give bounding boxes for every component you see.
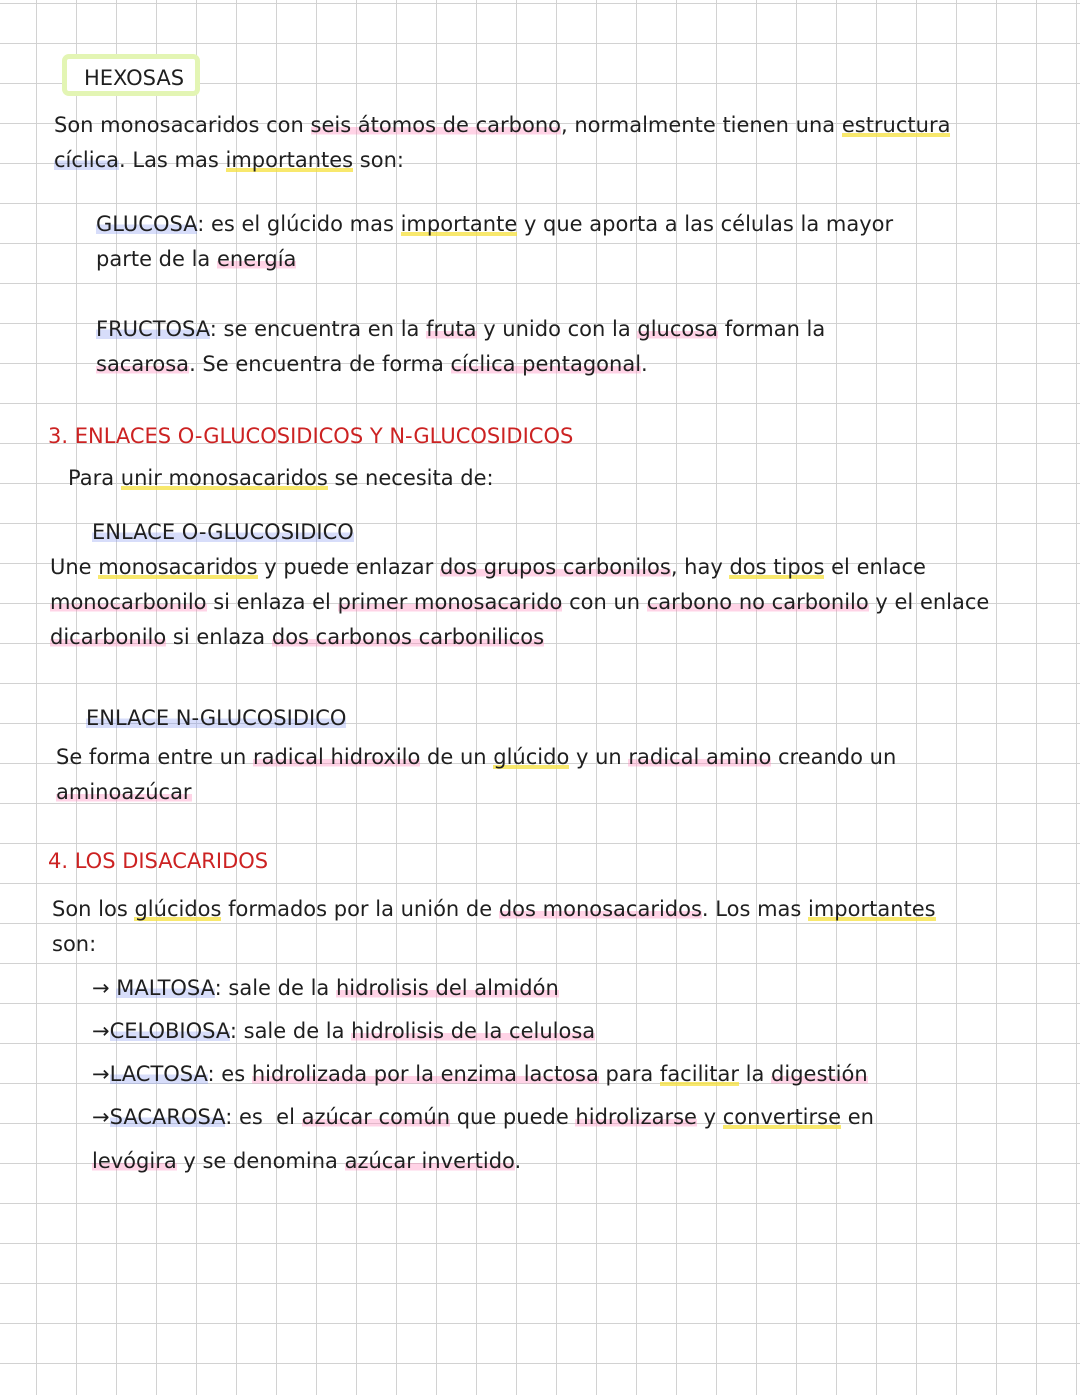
highlight: dos tipos [729,555,825,579]
text: y un [569,745,629,769]
section-3-intro [68,464,494,492]
text: que puede [450,1105,576,1129]
highlight: energía [216,247,297,271]
list-item-sacarosa [92,1103,874,1131]
section-3-heading: 3. ENLACES O-GLUCOSIDICOS Y N-GLUCOSIDICOS [48,424,574,448]
hexosas-intro-line-1 [54,111,950,139]
o-enlace-line-2 [50,588,989,616]
highlight: hidrolizarse [575,1105,697,1129]
disacaridos-intro-line-1 [52,895,936,923]
highlight: cíclica pentagonal [450,352,642,376]
highlight: radical hidroxilo [252,745,421,769]
list-item-sacarosa-continued [92,1147,521,1175]
text: Para [68,466,121,490]
text: . Las mas [119,148,226,172]
text: el [824,555,857,579]
glucosa-term: GLUCOSA [96,212,198,236]
text: . Se encuentra de forma [189,352,451,376]
text: de un [420,745,494,769]
text: y puede enlazar [257,555,440,579]
n-enlace-line-1 [56,743,896,771]
glucosa-line-1 [96,210,893,238]
highlight: hidrolizada por la enzima lactosa [251,1062,599,1086]
highlight: dicarbonilo [50,625,167,649]
text: Se forma entre un [56,745,253,769]
highlight: glúcidos [134,897,222,921]
highlight: cíclica [54,148,120,172]
highlight: estructura [841,113,951,137]
arrow-icon: → [92,1019,110,1043]
text: enlace [856,555,926,579]
highlight: hidrolisis del almidón [335,976,559,1000]
hexosas-intro-line-2 [54,146,404,174]
text: si enlaza [166,625,272,649]
text: creando un [771,745,897,769]
glucosa-line-2 [96,245,296,273]
highlight: dos carbonos carbonilicos [271,625,545,649]
highlight: unir monosacaridos [120,466,328,490]
highlight: facilitar [659,1062,739,1086]
text: forman la [718,317,826,341]
term: CELOBIOSA [109,1019,230,1043]
highlight: ENLACE O-GLUCOSIDICO [92,520,354,544]
text: en [841,1105,874,1129]
text: si enlaza el [206,590,338,614]
highlight: importantes [808,897,936,921]
highlight: monocarbonilo [50,590,207,614]
text: formados por la unión de [221,897,499,921]
o-enlace-title [92,518,354,546]
fructosa-line-1 [96,315,825,343]
highlight: azúcar invertido [344,1149,515,1173]
fructosa-term: FRUCTOSA [96,317,210,341]
text: se necesita de: [327,466,494,490]
text: : es el glúcido mas [197,212,401,236]
n-enlace-line-2 [56,778,192,806]
term: MALTOSA [116,976,215,1000]
term: SACAROSA [109,1105,226,1129]
highlight: dos grupos carbonilos [439,555,671,579]
highlight: seis átomos de carbono [310,113,561,137]
text: : es [207,1062,252,1086]
o-enlace-line-3 [50,623,544,651]
arrow-icon: → [92,1062,110,1086]
highlight: glúcido [493,745,570,769]
highlight: monosacaridos [98,555,258,579]
highlight: levógira [92,1149,177,1173]
highlight: sacarosa [96,352,190,376]
highlight: fruta [426,317,477,341]
highlight: azúcar común [301,1105,451,1129]
disacaridos-intro-line-2: son: [52,932,97,956]
text: , normalmente tienen una [561,113,842,137]
text: : se encuentra en la [209,317,427,341]
arrow-icon: → [92,976,117,1000]
text: para [598,1062,660,1086]
arrow-icon: → [92,1105,110,1129]
highlight: importante [400,212,518,236]
highlight: digestión [771,1062,868,1086]
text: y unido con la [476,317,638,341]
list-item-lactosa [92,1060,868,1088]
text: Une [50,555,99,579]
list-item-maltosa [92,974,559,1002]
text: y el [868,590,920,614]
highlight: dos monosacaridos [498,897,702,921]
hexosas-title: HEXOSAS [84,66,185,90]
text: enlace [919,590,990,614]
text: y [696,1105,723,1129]
text: y se denomina [176,1149,345,1173]
highlight: ENLACE N-GLUCOSIDICO [86,706,347,730]
highlight: convertirse [722,1105,842,1129]
highlight: glucosa [637,317,719,341]
text: con un [562,590,647,614]
text: . [641,352,648,376]
highlight: primer monosacarido [337,590,563,614]
term: LACTOSA [109,1062,208,1086]
highlight: importantes [225,148,354,172]
highlight: radical amino [628,745,772,769]
highlight: hidrolisis de la celulosa [351,1019,596,1043]
n-enlace-title [86,704,346,732]
text: y que aporta a las células la mayor [517,212,894,236]
text: la [738,1062,772,1086]
text: : sale de la [214,976,336,1000]
text: . Los mas [701,897,809,921]
list-item-celobiosa [92,1017,595,1045]
text: Son los [52,897,135,921]
text: : sale de la [229,1019,352,1043]
highlight: aminoazúcar [56,780,192,804]
o-enlace-line-1 [50,553,926,581]
text: : es el [225,1105,302,1129]
text: son: [353,148,404,172]
text: . [514,1149,522,1173]
text: parte de la [96,247,217,271]
text: , hay [670,555,730,579]
text: Son monosacaridos con [54,113,311,137]
section-4-heading: 4. LOS DISACARIDOS [48,849,269,873]
fructosa-line-2 [96,350,648,378]
highlight: carbono no carbonilo [646,590,869,614]
